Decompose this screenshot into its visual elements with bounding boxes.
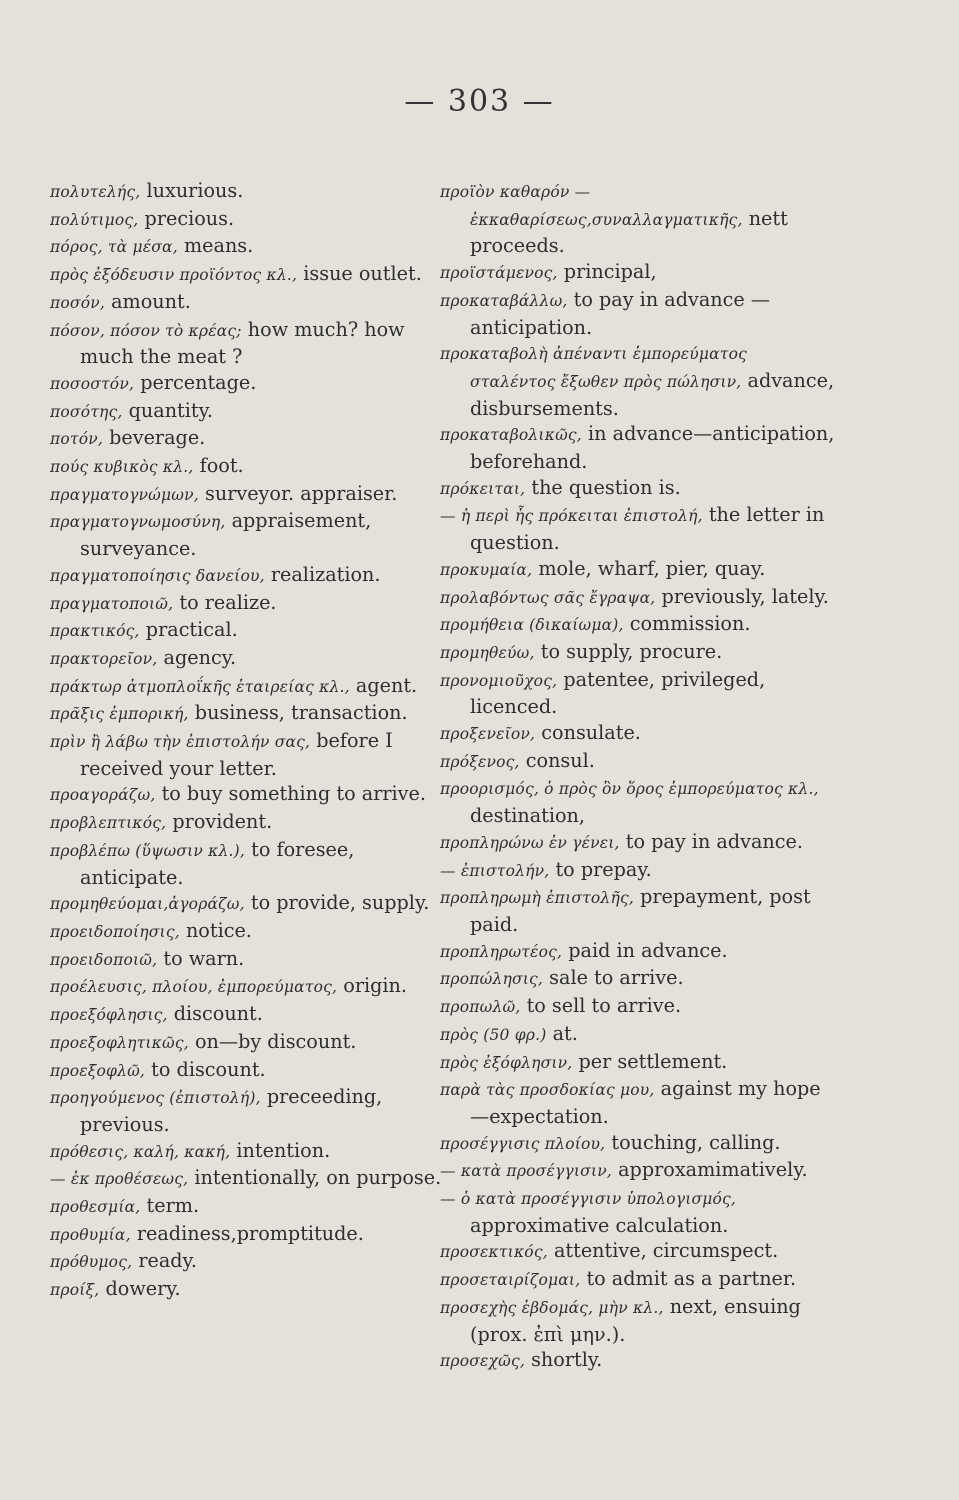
greek-term: προβλέπω (ὕψωσιν κλ.),	[50, 841, 246, 860]
dictionary-entry	[440, 287, 835, 340]
english-translation: intention.	[236, 1138, 331, 1162]
dictionary-entry	[50, 1001, 450, 1029]
greek-term: προσεχὴς ἑβδομάς, μὴν κλ.,	[440, 1298, 664, 1317]
dictionary-entry	[50, 1165, 450, 1193]
english-translation: business, transaction.	[194, 701, 408, 725]
greek-term: προπώλησις,	[440, 970, 544, 989]
greek-term: προμηθεύω,	[440, 643, 535, 662]
greek-term: προειδοποίησις,	[50, 922, 180, 941]
dictionary-entry	[440, 421, 835, 474]
english-translation: discount.	[173, 1002, 263, 1026]
dictionary-entry	[50, 946, 450, 974]
dictionary-entry	[440, 775, 835, 828]
english-translation: to sell to arrive.	[526, 994, 682, 1018]
greek-term: πρὸς ἐξόδευσιν προϊόντος κλ.,	[50, 266, 298, 285]
dictionary-entry	[440, 965, 835, 993]
greek-term: προορισμός, ὁ πρὸς ὃν ὅρος ἐμπορεύματος κλ.,	[440, 780, 819, 799]
english-translation: ready.	[138, 1249, 197, 1273]
dictionary-entry	[50, 1221, 450, 1249]
greek-term: — ὁ κατὰ προσέγγισιν ὑπολογισμός,	[440, 1190, 737, 1209]
dictionary-entry	[50, 781, 450, 809]
english-translation: notice.	[185, 918, 252, 942]
english-translation: agency.	[163, 645, 237, 669]
english-translation: issue outlet.	[303, 262, 422, 286]
dictionary-entry	[50, 890, 450, 918]
dictionary-entry	[50, 1193, 450, 1221]
greek-term: πρόκειται,	[440, 479, 526, 498]
english-translation: previously, lately.	[661, 584, 829, 608]
greek-term: προεξοφλητικῶς,	[50, 1033, 189, 1052]
dictionary-entry	[440, 1347, 835, 1375]
dictionary-entry	[440, 340, 835, 421]
greek-term: πρακτικός,	[50, 622, 140, 641]
dictionary-entry	[440, 475, 835, 503]
english-translation: approxamimatively.	[618, 1158, 808, 1182]
english-translation: to supply, procure.	[540, 639, 723, 663]
english-translation: principal,	[563, 260, 657, 284]
dictionary-entry	[440, 556, 835, 584]
english-translation: luxurious.	[146, 179, 244, 202]
english-translation: sale to arrive.	[549, 966, 684, 990]
dictionary-entry	[50, 481, 450, 509]
dictionary-entry	[50, 590, 450, 618]
dictionary-entry	[50, 1084, 450, 1137]
greek-term: προσέγγισις πλοίου,	[440, 1134, 606, 1153]
english-translation: to pay in advance.	[625, 829, 803, 853]
dictionary-entry	[50, 261, 450, 289]
english-translation: to foresee, anticipate.	[80, 837, 355, 889]
dictionary-entry	[50, 289, 450, 317]
greek-term: πραγματοποιῶ,	[50, 594, 174, 613]
dictionary-entry	[50, 562, 450, 590]
dictionary-entry	[50, 1057, 450, 1085]
english-translation: attentive, circumspect.	[553, 1239, 779, 1263]
english-translation: next, ensuing (prox. ἐπὶ μην.).	[470, 1294, 801, 1346]
greek-term: προηγούμενος (ἐπιστολή),	[50, 1089, 261, 1108]
english-translation: to pay in advance —anticipation.	[470, 287, 771, 339]
greek-term: πρόθυμος,	[50, 1253, 133, 1272]
greek-term: προειδοποιῶ,	[50, 950, 158, 969]
greek-term: προεξοφλῶ,	[50, 1061, 146, 1080]
greek-term: ποσότης,	[50, 402, 123, 421]
greek-term: πράκτωρ ἀτμοπλοΐκῆς ἑταιρείας κλ.,	[50, 677, 350, 696]
english-translation: preceeding, previous.	[80, 1085, 383, 1136]
dictionary-entry	[440, 502, 835, 555]
english-translation: prepayment, post paid.	[470, 885, 811, 936]
greek-term: πρὸς (50 φρ.)	[440, 1025, 547, 1044]
right-column	[440, 178, 835, 1375]
greek-term: — ἐπιστολήν,	[440, 861, 550, 880]
dictionary-entry	[440, 1157, 835, 1185]
english-translation: per settlement.	[578, 1049, 728, 1073]
dictionary-entry	[440, 178, 835, 259]
dictionary-entry	[50, 1138, 450, 1166]
greek-term: προϊστάμενος,	[440, 264, 558, 283]
english-translation: quantity.	[128, 398, 214, 422]
english-translation: touching, calling.	[611, 1130, 781, 1154]
greek-term: προσεκτικός,	[440, 1243, 548, 1262]
english-translation: before I received your letter.	[80, 729, 393, 780]
dictionary-entry	[50, 973, 450, 1001]
page-number: — 303 —	[404, 84, 555, 119]
greek-term: προνομιοῦχος,	[440, 671, 558, 690]
dictionary-entry	[440, 1185, 835, 1238]
greek-term: προκαταβάλλω,	[440, 291, 568, 310]
greek-term: πρὸς ἐξόφλησιν,	[440, 1053, 573, 1072]
greek-term: πολύτιμος,	[50, 210, 139, 229]
english-translation: intentionally, on purpose.	[194, 1166, 442, 1190]
dictionary-entry	[440, 748, 835, 776]
greek-term: — κατὰ προσέγγισιν,	[440, 1162, 612, 1181]
greek-term: προίξ,	[50, 1281, 100, 1300]
dictionary-entry	[440, 1238, 835, 1266]
english-translation: paid in advance.	[568, 938, 728, 962]
english-translation: to realize.	[179, 590, 277, 614]
dictionary-entry	[50, 425, 450, 453]
dictionary-entry	[50, 317, 450, 370]
greek-term: προθυμία,	[50, 1225, 131, 1244]
english-translation: readiness,promptitude.	[136, 1221, 364, 1245]
dictionary-entry	[50, 728, 450, 781]
english-translation: dowery.	[105, 1277, 181, 1301]
english-translation: the letter in question.	[470, 503, 825, 555]
english-translation: advance, disbursements.	[470, 368, 835, 420]
english-translation: to discount.	[151, 1057, 266, 1081]
english-translation: agent.	[355, 673, 418, 697]
english-translation: realization.	[270, 562, 381, 586]
greek-term: προκαταβολὴ ἀπέναντι ἐμπορεύματος σταλέντος ἔξωθεν πρὸς πώλησιν,	[440, 345, 747, 391]
dictionary-entry	[50, 617, 450, 645]
english-translation: to buy something to arrive.	[161, 782, 426, 806]
dictionary-entry	[50, 508, 450, 561]
greek-term: πολυτελής,	[50, 183, 141, 201]
greek-term: πραγματογνώμων,	[50, 485, 199, 504]
english-translation: destination,	[470, 804, 585, 828]
english-translation: means.	[183, 234, 254, 258]
english-translation: to admit as a partner.	[586, 1267, 797, 1291]
dictionary-entry	[50, 178, 450, 206]
dictionary-entry	[440, 1076, 835, 1129]
greek-term: προπωλῶ,	[440, 998, 521, 1017]
english-translation: practical.	[145, 618, 238, 642]
english-translation: nett proceeds.	[470, 206, 788, 258]
dictionary-entry	[50, 645, 450, 673]
greek-term: πραγματογνωμοσύνη,	[50, 513, 226, 532]
english-translation: patentee, privileged, licenced.	[470, 667, 766, 719]
english-translation: provident.	[172, 810, 273, 834]
english-translation: on—by discount.	[194, 1029, 357, 1053]
english-translation: shortly.	[531, 1348, 603, 1372]
dictionary-entry	[50, 1276, 450, 1304]
dictionary-entry	[50, 673, 450, 701]
dictionary-entry	[440, 884, 835, 937]
greek-term: ποσοστόν,	[50, 374, 135, 393]
greek-term: προλαβόντως σᾶς ἔγραψα,	[440, 588, 656, 607]
greek-term: προσεχῶς,	[440, 1352, 525, 1371]
dictionary-entry	[50, 398, 450, 426]
greek-term: προθεσμία,	[50, 1198, 141, 1217]
english-translation: mole, wharf, pier, quay.	[538, 556, 766, 580]
greek-term: προαγοράζω,	[50, 786, 156, 805]
dictionary-entry	[440, 1294, 835, 1347]
dictionary-entry	[50, 918, 450, 946]
greek-term: προμήθεια (δικαίωμα),	[440, 616, 624, 635]
english-translation: commission.	[629, 612, 751, 636]
english-translation: the question is.	[531, 475, 681, 499]
dictionary-entry	[440, 611, 835, 639]
greek-term: προπληρώνω ἐν γένει,	[440, 833, 620, 852]
english-translation: consulate.	[541, 721, 641, 745]
dictionary-entry	[440, 1021, 835, 1049]
dictionary-entry	[50, 453, 450, 481]
english-translation: origin.	[343, 974, 408, 998]
greek-term: προέλευσις, πλοίου, ἐμπορεύματος,	[50, 978, 338, 997]
greek-term: πρόξενος,	[440, 752, 520, 771]
dictionary-entry	[440, 1049, 835, 1077]
greek-term: προξενεῖον,	[440, 725, 536, 744]
dictionary-entry	[50, 1029, 450, 1057]
dictionary-entry	[440, 857, 835, 885]
english-translation: precious.	[144, 206, 235, 230]
greek-term: προκαταβολικῶς,	[440, 426, 582, 445]
english-translation: consul.	[525, 748, 595, 772]
english-translation: amount.	[111, 289, 191, 313]
english-translation: term.	[146, 1194, 200, 1218]
english-translation: in advance—anticipation, beforehand.	[470, 422, 835, 474]
english-translation: to prepay.	[555, 857, 652, 881]
greek-term: πραγματοποίησις δανείου,	[50, 566, 265, 585]
greek-term: — ἡ περὶ ἧς πρόκειται ἐπιστολή,	[440, 507, 703, 526]
greek-term: προμηθεύομαι,ἀγοράζω,	[50, 895, 245, 914]
greek-term: ποτόν,	[50, 430, 103, 449]
dictionary-entry	[440, 1266, 835, 1294]
dictionary-entry	[50, 837, 450, 890]
english-translation: to provide, supply.	[250, 891, 430, 915]
dictionary-entry	[50, 809, 450, 837]
dictionary-entry	[440, 584, 835, 612]
english-translation: approximative calculation.	[470, 1213, 729, 1237]
english-translation: how much? how much the meat ?	[80, 317, 405, 369]
english-translation: percentage.	[140, 370, 257, 394]
english-translation: appraisement, surveyance.	[80, 509, 372, 561]
greek-term: πρᾶξις ἐμπορική,	[50, 705, 189, 724]
greek-term: πρὶν ἢ λάβω τὴν ἐπιστολήν σας,	[50, 733, 311, 752]
greek-term: προκυμαία,	[440, 560, 533, 579]
english-translation: at.	[552, 1021, 578, 1045]
greek-term: — ἐκ προθέσεως,	[50, 1170, 189, 1189]
greek-term: προεξόφλησις,	[50, 1006, 168, 1025]
greek-term: προσεταιρίζομαι,	[440, 1271, 581, 1290]
dictionary-entry	[440, 259, 835, 287]
english-translation: to warn.	[163, 946, 245, 970]
dictionary-entry	[440, 667, 835, 720]
greek-term: προπληρωτέος,	[440, 942, 563, 961]
dictionary-entry	[440, 938, 835, 966]
dictionary-entry	[440, 993, 835, 1021]
greek-term: πρακτορεῖον,	[50, 649, 158, 668]
dictionary-entry	[440, 639, 835, 667]
greek-term: πόσον, πόσον τὸ κρέας;	[50, 321, 242, 340]
greek-term: προβλεπτικός,	[50, 814, 167, 833]
greek-term: πόρος, τὰ μέσα,	[50, 238, 178, 257]
english-translation: foot.	[199, 454, 244, 478]
dictionary-entry	[50, 370, 450, 398]
dictionary-entry	[50, 700, 450, 728]
dictionary-entry	[440, 720, 835, 748]
greek-term: πούς κυβικὸς κλ.,	[50, 458, 194, 477]
english-translation: surveyor. appraiser.	[204, 481, 398, 505]
dictionary-entry	[50, 206, 450, 234]
greek-term: προπληρωμὴ ἐπιστολῆς,	[440, 889, 634, 908]
english-translation: beverage.	[109, 426, 206, 450]
dictionary-entry	[50, 233, 450, 261]
dictionary-entry	[440, 1130, 835, 1158]
greek-term: παρὰ τὰς προσδοκίας μου,	[440, 1081, 655, 1100]
left-column	[50, 178, 450, 1304]
greek-term: ποσόν,	[50, 293, 105, 312]
dictionary-entry	[440, 829, 835, 857]
greek-term: προϊὸν καθαρόν — ἐκκαθαρίσεως,συναλλαγματικῆς,	[440, 183, 743, 229]
greek-term: πρόθεσις, καλή, κακή,	[50, 1142, 231, 1161]
dictionary-entry	[50, 1248, 450, 1276]
english-translation: against my hope—expectation.	[470, 1077, 821, 1128]
